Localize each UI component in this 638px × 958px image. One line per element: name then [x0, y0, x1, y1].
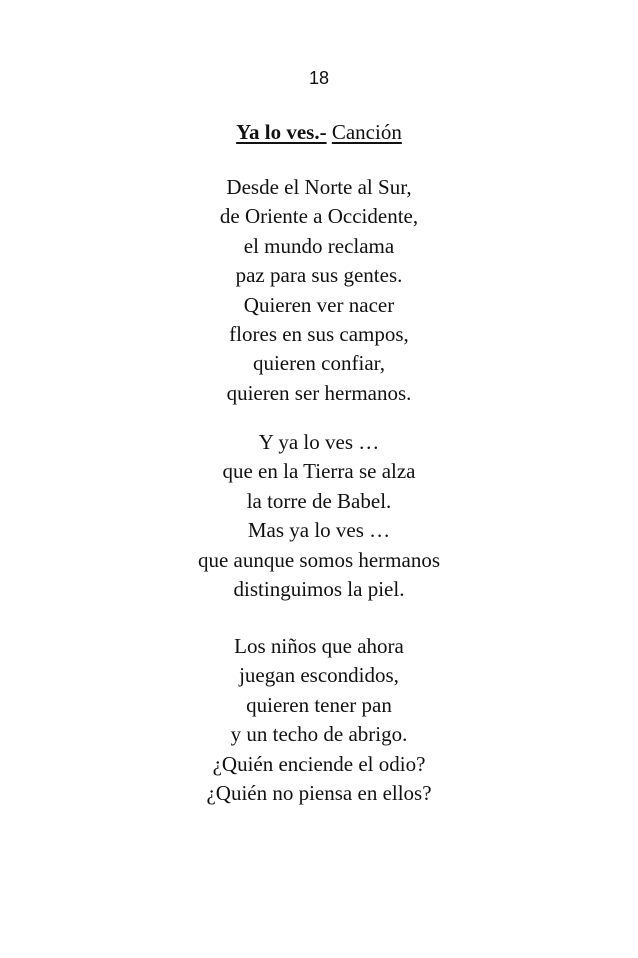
- poem-line: paz para sus gentes.: [235, 263, 403, 288]
- poem-line: ¿Quién no piensa en ellos?: [206, 781, 432, 806]
- page-number: 18: [308, 68, 330, 88]
- poem-line: de Oriente a Occidente,: [219, 204, 419, 229]
- poem-line: que aunque somos hermanos: [197, 547, 441, 572]
- stanza-2: [0, 428, 638, 604]
- poem-line: Y ya lo ves …: [258, 430, 380, 454]
- poem-title-main: Ya lo ves.-: [236, 120, 327, 144]
- poem-line: que en la Tierra se alza: [222, 459, 416, 484]
- poem-line: quieren confiar,: [252, 351, 386, 376]
- poem-line: distinguimos la piel.: [233, 577, 405, 602]
- poem-line: Desde el Norte al Sur,: [226, 175, 412, 199]
- poem-line: quieren ser hermanos.: [226, 380, 412, 405]
- poem-title-subtitle: Canción: [331, 120, 402, 144]
- poem-line: Quieren ver nacer: [243, 292, 395, 317]
- poem-line: el mundo reclama: [243, 233, 395, 258]
- poem-line: Los niños que ahora: [234, 634, 404, 658]
- poem-line: ¿Quién enciende el odio?: [212, 751, 426, 776]
- poem-line: y un techo de abrigo.: [230, 722, 408, 747]
- poem-title: [0, 118, 638, 146]
- poem-line: Mas ya lo ves …: [247, 518, 391, 543]
- poem-line: flores en sus campos,: [229, 322, 409, 347]
- poem-line: quieren tener pan: [246, 692, 392, 717]
- poem-line: la torre de Babel.: [246, 488, 392, 513]
- poem-line: juegan escondidos,: [239, 663, 399, 688]
- stanza-1: [0, 173, 638, 408]
- stanza-3: [0, 632, 638, 808]
